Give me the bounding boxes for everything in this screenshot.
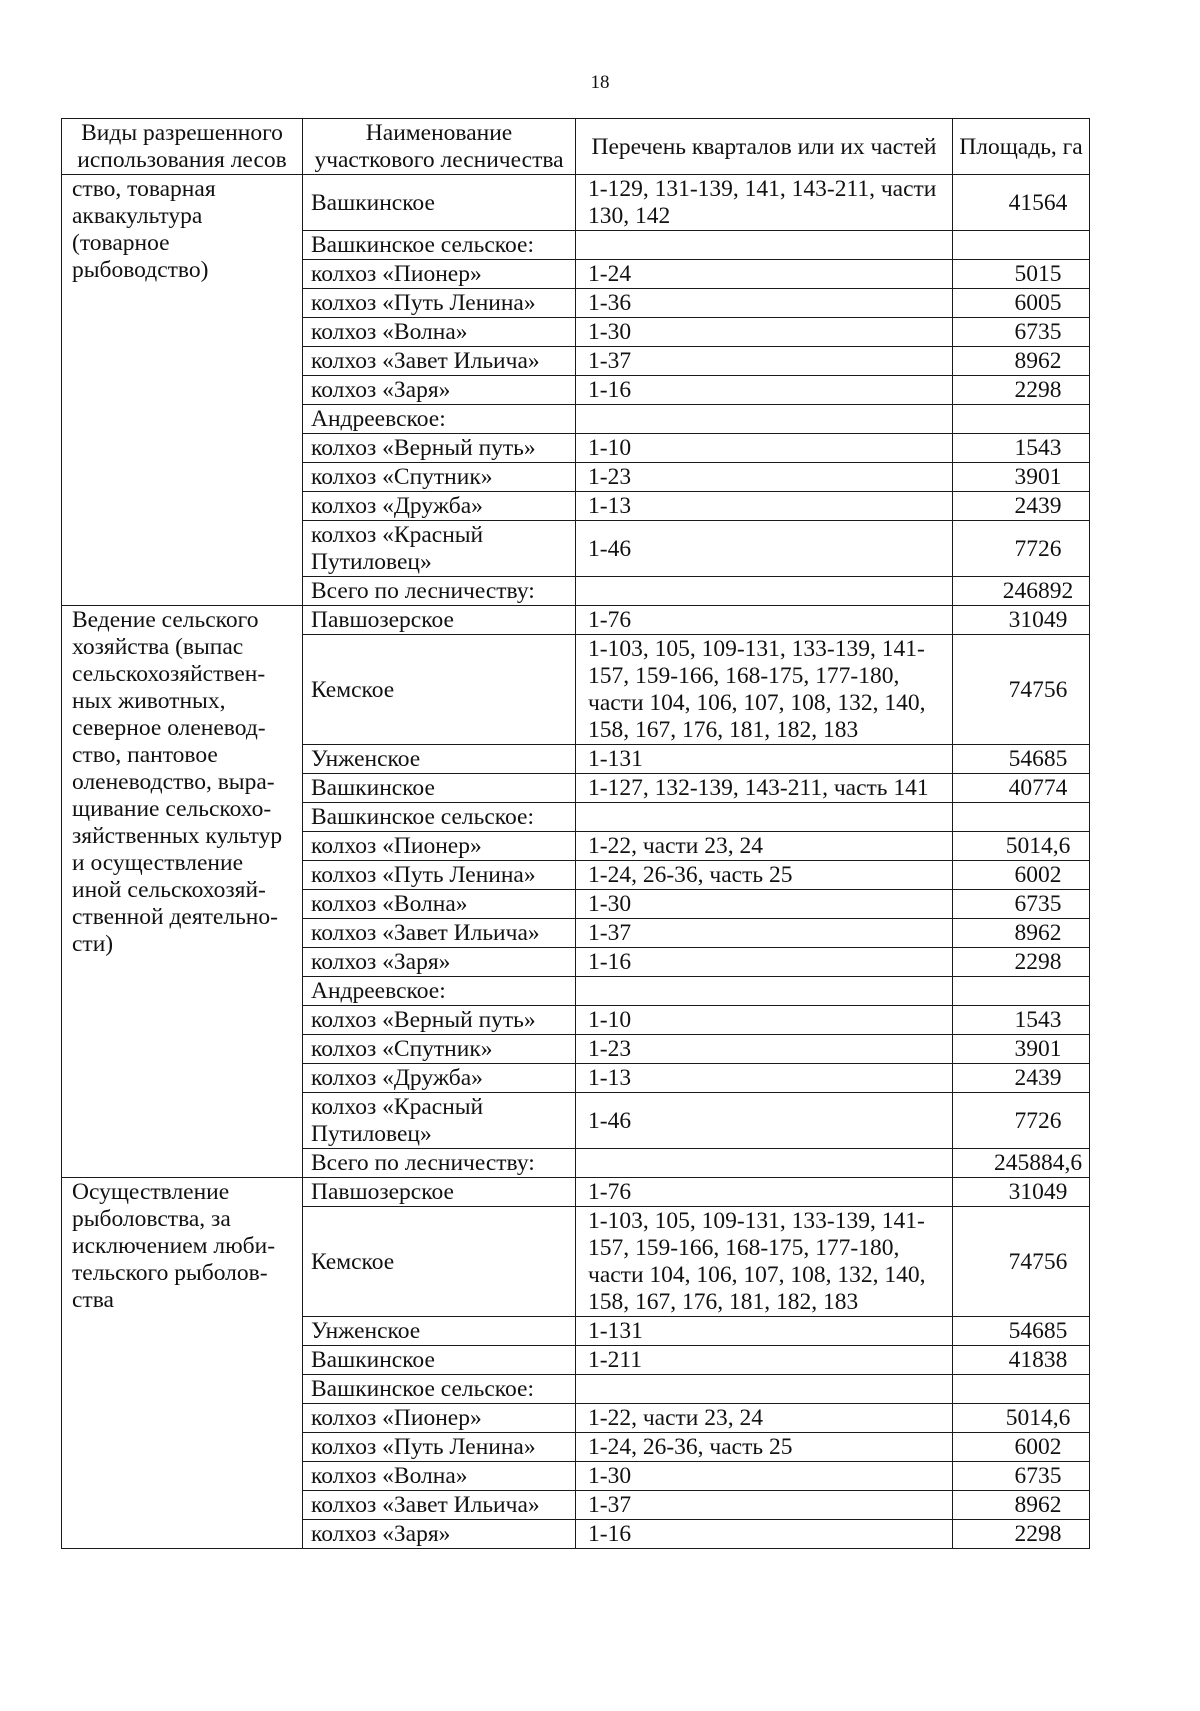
district-name-cell: Андреевское:: [303, 977, 576, 1006]
area-cell: 54685: [953, 745, 1090, 774]
quarters-cell: 1-37: [576, 347, 953, 376]
quarters-cell: [576, 577, 953, 606]
district-name-cell: Андреевское:: [303, 405, 576, 434]
area-cell: 8962: [953, 347, 1090, 376]
table-row: [62, 606, 1090, 635]
district-name-cell: Вашкинское сельское:: [303, 1375, 576, 1404]
area-cell: 3901: [953, 463, 1090, 492]
quarters-cell: 1-24: [576, 260, 953, 289]
quarters-cell: 1-46: [576, 521, 953, 577]
area-cell: 8962: [953, 919, 1090, 948]
district-name-cell: Павшозерское: [303, 606, 576, 635]
district-name-cell: колхоз «Заря»: [303, 376, 576, 405]
use-type-cell: Осуществление рыболовства, за исключением люби-тельского рыболов-ства: [62, 1178, 303, 1549]
district-name-cell: колхоз «Завет Ильича»: [303, 1491, 576, 1520]
district-name-cell: Унженское: [303, 745, 576, 774]
quarters-cell: 1-103, 105, 109-131, 133-139, 141-157, 159-166, 168-175, 177-180, части 104, 106, 107, 108, 132, 140, 158, 167, 176, 181, 182, 183: [576, 635, 953, 745]
district-name-cell: Вашкинское: [303, 175, 576, 231]
district-name-cell: колхоз «Завет Ильича»: [303, 919, 576, 948]
quarters-cell: 1-36: [576, 289, 953, 318]
area-cell: 6005: [953, 289, 1090, 318]
district-name-cell: Всего по лесничеству:: [303, 577, 576, 606]
table-row: [62, 175, 1090, 231]
district-name-cell: Вашкинское: [303, 1346, 576, 1375]
quarters-cell: 1-103, 105, 109-131, 133-139, 141-157, 159-166, 168-175, 177-180, части 104, 106, 107, 108, 132, 140, 158, 167, 176, 181, 182, 183: [576, 1207, 953, 1317]
quarters-cell: [576, 977, 953, 1006]
quarters-cell: 1-22, части 23, 24: [576, 832, 953, 861]
area-cell: 5015: [953, 260, 1090, 289]
district-name-cell: колхоз «Дружба»: [303, 1064, 576, 1093]
header-area: Площадь, га: [953, 119, 1090, 175]
table-row: [62, 1178, 1090, 1207]
area-cell: 6002: [953, 861, 1090, 890]
quarters-cell: 1-211: [576, 1346, 953, 1375]
quarters-cell: 1-30: [576, 1462, 953, 1491]
page-number: 18: [590, 72, 610, 93]
area-cell: [953, 977, 1090, 1006]
area-cell: 74756: [953, 1207, 1090, 1317]
district-name-cell: Унженское: [303, 1317, 576, 1346]
district-name-cell: колхоз «Заря»: [303, 948, 576, 977]
district-name-cell: колхоз «Пионер»: [303, 260, 576, 289]
forest-use-table: [61, 118, 1090, 1549]
area-cell: 2439: [953, 492, 1090, 521]
quarters-cell: 1-37: [576, 1491, 953, 1520]
district-name-cell: колхоз «Путь Ленина»: [303, 1433, 576, 1462]
quarters-cell: 1-129, 131-139, 141, 143-211, части 130, 142: [576, 175, 953, 231]
quarters-cell: 1-131: [576, 745, 953, 774]
area-cell: 6735: [953, 318, 1090, 347]
area-cell: 1543: [953, 1006, 1090, 1035]
quarters-cell: 1-13: [576, 492, 953, 521]
quarters-cell: 1-16: [576, 376, 953, 405]
quarters-cell: 1-46: [576, 1093, 953, 1149]
district-name-cell: Павшозерское: [303, 1178, 576, 1207]
district-name-cell: колхоз «Верный путь»: [303, 1006, 576, 1035]
area-cell: 2298: [953, 376, 1090, 405]
quarters-cell: 1-10: [576, 1006, 953, 1035]
district-name-cell: колхоз «Пионер»: [303, 1404, 576, 1433]
area-cell: 8962: [953, 1491, 1090, 1520]
area-cell: 6002: [953, 1433, 1090, 1462]
district-name-cell: Кемское: [303, 635, 576, 745]
district-name-cell: Кемское: [303, 1207, 576, 1317]
district-name-cell: Вашкинское сельское:: [303, 803, 576, 832]
quarters-cell: 1-76: [576, 1178, 953, 1207]
district-name-cell: колхоз «Красный Путиловец»: [303, 1093, 576, 1149]
quarters-cell: [576, 803, 953, 832]
district-name-cell: колхоз «Пионер»: [303, 832, 576, 861]
area-cell: 245884,6: [953, 1149, 1090, 1178]
quarters-cell: [576, 405, 953, 434]
district-name-cell: Вашкинское: [303, 774, 576, 803]
area-cell: 41564: [953, 175, 1090, 231]
area-cell: 54685: [953, 1317, 1090, 1346]
quarters-cell: 1-13: [576, 1064, 953, 1093]
area-cell: 74756: [953, 635, 1090, 745]
quarters-cell: 1-24, 26-36, часть 25: [576, 1433, 953, 1462]
area-cell: 7726: [953, 1093, 1090, 1149]
quarters-cell: [576, 231, 953, 260]
area-cell: 2298: [953, 1520, 1090, 1549]
table-body: [62, 175, 1090, 1549]
quarters-cell: 1-24, 26-36, часть 25: [576, 861, 953, 890]
district-name-cell: колхоз «Красный Путиловец»: [303, 521, 576, 577]
table-header-row: [62, 119, 1090, 175]
area-cell: 31049: [953, 1178, 1090, 1207]
area-cell: 41838: [953, 1346, 1090, 1375]
area-cell: 1543: [953, 434, 1090, 463]
district-name-cell: колхоз «Заря»: [303, 1520, 576, 1549]
quarters-cell: [576, 1149, 953, 1178]
area-cell: 5014,6: [953, 832, 1090, 861]
quarters-cell: [576, 1375, 953, 1404]
quarters-cell: 1-30: [576, 890, 953, 919]
area-cell: 5014,6: [953, 1404, 1090, 1433]
district-name-cell: колхоз «Путь Ленина»: [303, 289, 576, 318]
area-cell: 31049: [953, 606, 1090, 635]
area-cell: [953, 405, 1090, 434]
header-quarters: Перечень кварталов или их частей: [576, 119, 953, 175]
district-name-cell: колхоз «Волна»: [303, 318, 576, 347]
quarters-cell: 1-23: [576, 1035, 953, 1064]
quarters-cell: 1-10: [576, 434, 953, 463]
district-name-cell: колхоз «Завет Ильича»: [303, 347, 576, 376]
area-cell: 6735: [953, 1462, 1090, 1491]
district-name-cell: колхоз «Волна»: [303, 890, 576, 919]
area-cell: 3901: [953, 1035, 1090, 1064]
quarters-cell: 1-22, части 23, 24: [576, 1404, 953, 1433]
district-name-cell: колхоз «Спутник»: [303, 1035, 576, 1064]
quarters-cell: 1-23: [576, 463, 953, 492]
district-name-cell: колхоз «Спутник»: [303, 463, 576, 492]
district-name-cell: колхоз «Путь Ленина»: [303, 861, 576, 890]
quarters-cell: 1-16: [576, 1520, 953, 1549]
area-cell: 7726: [953, 521, 1090, 577]
district-name-cell: Всего по лесничеству:: [303, 1149, 576, 1178]
quarters-cell: 1-131: [576, 1317, 953, 1346]
use-type-cell: ство, товарная аквакультура (товарное рыбоводство): [62, 175, 303, 606]
area-cell: 2439: [953, 1064, 1090, 1093]
quarters-cell: 1-37: [576, 919, 953, 948]
quarters-cell: 1-30: [576, 318, 953, 347]
area-cell: 40774: [953, 774, 1090, 803]
district-name-cell: колхоз «Верный путь»: [303, 434, 576, 463]
area-cell: [953, 803, 1090, 832]
use-type-cell: Ведение сельского хозяйства (выпас сельскохозяйствен-ных животных, северное оленевод-ство, пантовое оленеводство, выра-щивание сельскохо-зяйственных культур и осуществление иной сельскохозяй-ственной деятельно-сти): [62, 606, 303, 1178]
quarters-cell: 1-127, 132-139, 143-211, часть 141: [576, 774, 953, 803]
area-cell: 246892: [953, 577, 1090, 606]
area-cell: 6735: [953, 890, 1090, 919]
district-name-cell: колхоз «Дружба»: [303, 492, 576, 521]
header-district: Наименование участкового лесничества: [303, 119, 576, 175]
district-name-cell: колхоз «Волна»: [303, 1462, 576, 1491]
area-cell: [953, 231, 1090, 260]
quarters-cell: 1-16: [576, 948, 953, 977]
header-use: Виды разрешенного использования лесов: [62, 119, 303, 175]
district-name-cell: Вашкинское сельское:: [303, 231, 576, 260]
area-cell: [953, 1375, 1090, 1404]
quarters-cell: 1-76: [576, 606, 953, 635]
area-cell: 2298: [953, 948, 1090, 977]
